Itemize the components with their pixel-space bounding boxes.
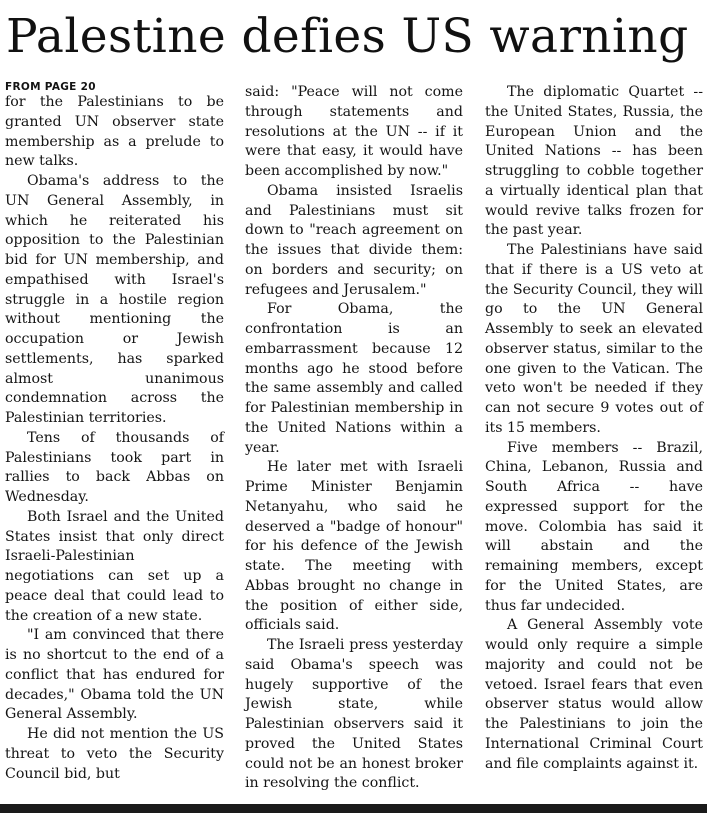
paragraph: The Israeli press yesterday said Obama's speech was hugely supportive of the Jewish state, while Palestinian observers said it proved the United States could not be an honest broker in resolving the conflict. xyxy=(245,637,463,792)
paragraph: Obama's address to the UN General Assembly, in which he reiterated his opposition to the Palestinian bid for UN membership, and empathised with Israel's struggle in a hostile region without mentioning the occupation or Jewish settlements, has sparked almost unanimous condemnation across the Palestinian territories. xyxy=(5,173,224,426)
paragraph: "I am convinced that there is no shortcut to the end of a conflict that has endured for decades," Obama told the UN General Assembly. xyxy=(5,627,224,723)
paragraph: said: "Peace will not come through statements and resolutions at the UN -- if it were that easy, it would have been accomplished by now." xyxy=(245,84,463,179)
paragraph: Five members -- Brazil, China, Lebanon, Russia and South Africa -- have expressed support for the move. Colombia has said it will abstain and the remaining members, except for the United States, are thus far undecided. xyxy=(485,439,703,614)
paragraph: For Obama, the confrontation is an embarrassment because 12 months ago he stood before the same assembly and called for Palestinian membership in the United Nations within a year. xyxy=(245,301,463,456)
paragraph: A General Assembly vote would only require a simple majority and could not be vetoed. Israel fears that even observer status would allow the Palestinians to join the International Criminal Court and file complaints against it. xyxy=(485,617,703,772)
paragraph: for the Palestinians to be granted UN observer state membership as a prelude to new talks. xyxy=(5,94,224,170)
paragraph: Tens of thousands of Palestinians took part in rallies to back Abbas on Wednesday. xyxy=(5,429,224,505)
paragraph: He did not mention the US threat to veto the Security Council bid, but xyxy=(5,726,224,782)
headline: Palestine defies US warning xyxy=(6,9,689,64)
paragraph: He later met with Israeli Prime Minister Benjamin Netanyahu, who said he deserved a "badge of honour" for his defence of the Jewish state. The meeting with Abbas brought no change in the position of either side, officials said. xyxy=(245,459,463,634)
paragraph: Obama insisted Israelis and Palestinians must sit down to "reach agreement on the issues that divide them: on borders and security; on refugees and Jerusalem." xyxy=(245,182,463,298)
continuation-label: FROM PAGE 20 xyxy=(5,81,96,93)
paragraph: The Palestinians have said that if there is a US veto at the Security Council, they will go to the UN General Assembly to seek an elevated observer status, similar to the one given to the Vatican. The veto won't be needed if they can not secure 9 votes out of its 15 members. xyxy=(485,242,703,436)
paragraph: The diplomatic Quartet -- the United States, Russia, the European Union and the United Nations -- has been struggling to cobble together a virtually identical plan that would revive talks frozen for the past year. xyxy=(485,84,703,239)
article-column-2 xyxy=(245,83,463,794)
paragraph: Both Israel and the United States insist that only direct Israeli-Palestinian negotiations can set up a peace deal that could lead to the creation of a new state. xyxy=(5,508,224,624)
bottom-divider xyxy=(0,804,707,813)
article-column-3 xyxy=(485,83,703,774)
article-column-1 xyxy=(5,81,224,784)
